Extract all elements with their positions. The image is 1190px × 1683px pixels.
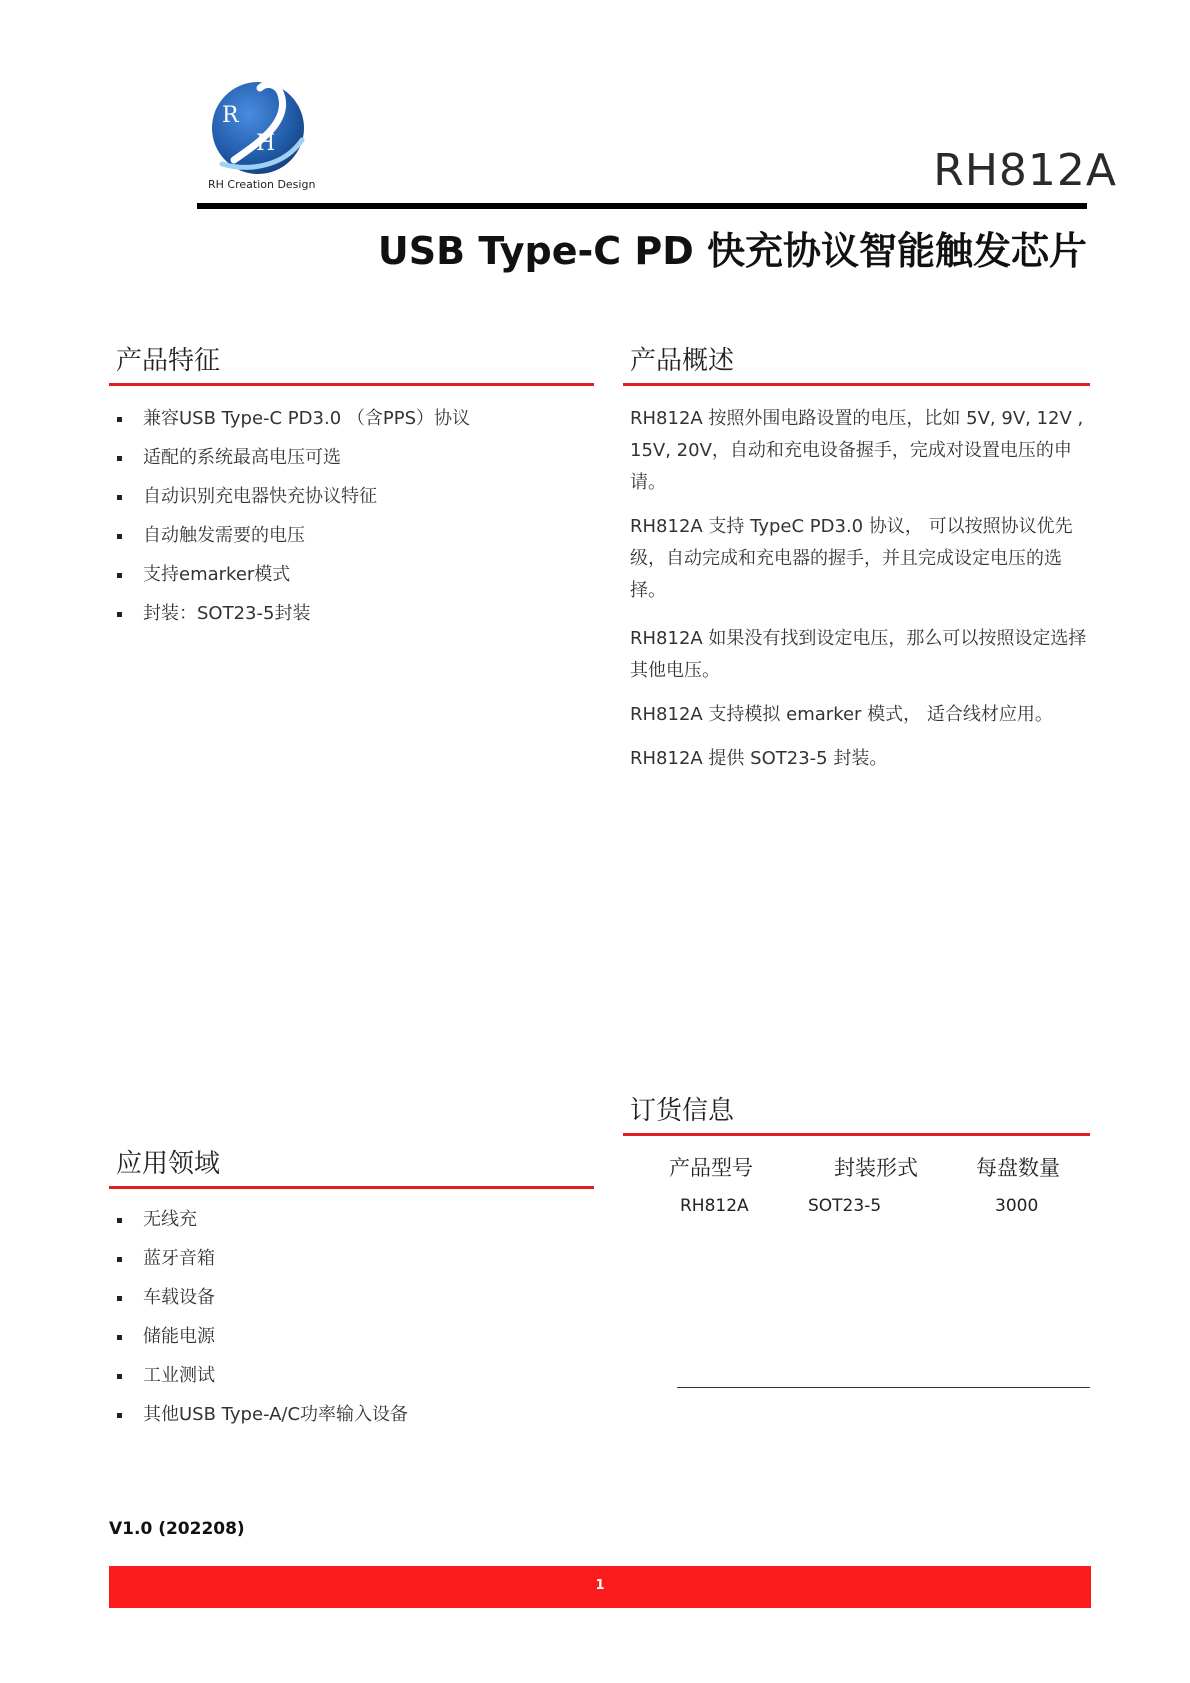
list-item: 蓝牙音箱 (109, 1247, 589, 1286)
list-item: 无线充 (109, 1208, 589, 1247)
bullet-icon (117, 1296, 122, 1301)
list-item: 封装：SOT23-5封装 (109, 602, 589, 641)
ordering-divider (623, 1133, 1090, 1136)
page-number: 1 (595, 1578, 605, 1593)
list-item: 自动触发需要的电压 (109, 524, 589, 563)
overview-paragraph: RH812A 支持 TypeC PD3.0 协议， 可以按照协议优先级，自动完成和充电器的握手，并且完成设定电压的选择。 (630, 516, 1073, 601)
ordering-header-quantity: 每盘数量 (976, 1156, 1060, 1180)
svg-text:H: H (256, 131, 276, 156)
bullet-icon (117, 534, 122, 539)
list-item: 储能电源 (109, 1325, 589, 1364)
table-cell-model: RH812A (680, 1196, 749, 1216)
overview-heading: 产品概述 (630, 346, 735, 376)
list-item: 兼容USB Type-C PD3.0 （含PPS）协议 (109, 407, 589, 446)
overview-divider (623, 383, 1090, 386)
bullet-icon (117, 573, 122, 578)
list-item: 支持emarker模式 (109, 563, 589, 602)
document-title: USB Type-C PD 快充协议智能触发芯片 (377, 229, 1087, 273)
table-cell-package: SOT23-5 (808, 1196, 882, 1216)
applications-list (109, 1208, 589, 1442)
svg-text:R: R (222, 103, 239, 128)
bullet-icon (117, 1374, 122, 1379)
bullet-icon (117, 612, 122, 617)
ordering-table-bottom-rule (677, 1387, 1090, 1388)
bullet-icon (117, 417, 122, 422)
bullet-icon (117, 456, 122, 461)
ordering-header-model: 产品型号 (669, 1156, 753, 1180)
list-item: 适配的系统最高电压可选 (109, 446, 589, 485)
features-divider (109, 383, 594, 386)
footer-bar (109, 1566, 1091, 1608)
part-number: RH812A (933, 145, 1117, 196)
overview-body (630, 403, 1090, 775)
list-item: 自动识别充电器快充协议特征 (109, 485, 589, 524)
bullet-icon (117, 1257, 122, 1262)
bullet-icon (117, 495, 122, 500)
ordering-header-package: 封装形式 (834, 1156, 918, 1180)
applications-divider (109, 1186, 594, 1189)
overview-paragraph: RH812A 提供 SOT23-5 封装。 (630, 748, 888, 769)
overview-paragraph: RH812A 如果没有找到设定电压，那么可以按照设定选择其他电压。 (630, 628, 1087, 681)
table-cell-quantity: 3000 (995, 1196, 1039, 1216)
list-item: 工业测试 (109, 1364, 589, 1403)
bullet-icon (117, 1335, 122, 1340)
ordering-heading: 订货信息 (630, 1096, 735, 1126)
overview-paragraph: RH812A 支持模拟 emarker 模式， 适合线材应用。 (630, 704, 1053, 725)
list-item: 其他USB Type-A/C功率输入设备 (109, 1403, 589, 1442)
bullet-icon (117, 1218, 122, 1223)
version-label: V1.0 (202208) (109, 1519, 245, 1539)
list-item: 车载设备 (109, 1286, 589, 1325)
logo-caption: RH Creation Design (208, 178, 316, 191)
overview-paragraph: RH812A 按照外围电路设置的电压，比如 5V, 9V, 12V , 15V, 20V，自动和充电设备握手，完成对设置电压的申请。 (630, 408, 1084, 493)
header-divider (197, 203, 1087, 209)
bullet-icon (117, 1413, 122, 1418)
applications-heading: 应用领域 (116, 1149, 221, 1179)
features-heading: 产品特征 (116, 346, 221, 376)
features-list (109, 407, 589, 641)
